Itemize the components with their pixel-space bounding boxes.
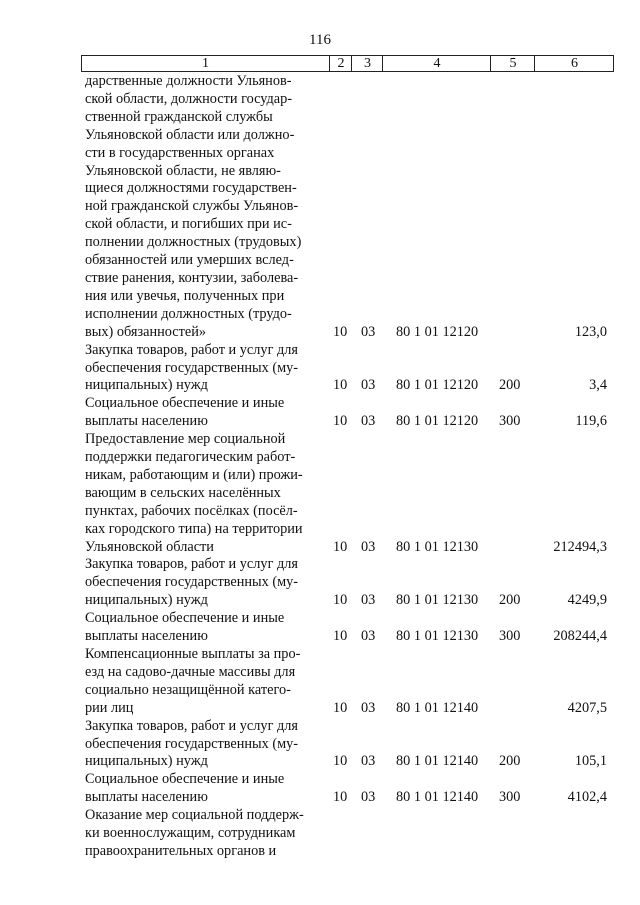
row-description: Социальное обеспечение и иные выплаты населению [85, 395, 285, 430]
table-row [85, 771, 625, 807]
row-target-code: 80 1 01 12130 [396, 628, 479, 645]
row-expense-type: 300 [499, 413, 521, 430]
row-description: Предоставление мер социальной поддержки педагогическим работ- никам, работающим и (или) прожи- вающим в сельских населённых пунктах, рабочих посёлках (посёл- ках городского типа) на территории Ульяновской области [85, 431, 303, 555]
row-expense-type: 300 [499, 628, 521, 645]
row-section: 10 [333, 377, 348, 394]
table-row [85, 556, 625, 610]
row-subsection: 03 [361, 628, 376, 645]
row-section: 10 [333, 413, 348, 430]
table-row [85, 395, 625, 431]
table-row [85, 646, 625, 718]
table-row [85, 342, 625, 396]
row-subsection: 03 [361, 413, 376, 430]
table-body [85, 73, 625, 861]
table-row [85, 807, 625, 861]
row-section: 10 [333, 789, 348, 806]
row-section: 10 [333, 753, 348, 770]
header-col-4: 4 [382, 56, 491, 71]
row-expense-type: 200 [499, 753, 521, 770]
table-header [81, 55, 614, 72]
table-row [85, 431, 625, 556]
table-row [85, 73, 625, 342]
row-subsection: 03 [361, 377, 376, 394]
header-col-1: 1 [202, 56, 209, 71]
row-amount: 212494,3 [553, 538, 607, 555]
header-col-6: 6 [534, 56, 614, 71]
row-target-code: 80 1 01 12130 [396, 538, 479, 555]
row-section: 10 [333, 538, 348, 555]
row-subsection: 03 [361, 323, 376, 340]
page-number: 116 [309, 32, 331, 48]
row-amount: 4102,4 [567, 789, 607, 806]
row-section: 10 [333, 323, 348, 340]
row-amount: 4207,5 [567, 699, 607, 716]
row-amount: 123,0 [574, 323, 607, 340]
row-subsection: 03 [361, 753, 376, 770]
row-subsection: 03 [361, 699, 376, 716]
row-section: 10 [333, 628, 348, 645]
row-expense-type: 200 [499, 377, 521, 394]
row-amount: 3,4 [589, 377, 607, 394]
row-description: Закупка товаров, работ и услуг для обеспечения государственных (му- ниципальных) нужд [85, 341, 299, 394]
row-amount: 208244,4 [553, 628, 607, 645]
row-target-code: 80 1 01 12140 [396, 789, 479, 806]
row-amount: 119,6 [575, 413, 607, 430]
row-expense-type: 300 [499, 789, 521, 806]
header-col-3: 3 [351, 56, 383, 71]
header-col-2: 2 [329, 56, 352, 71]
row-expense-type: 200 [499, 592, 521, 609]
header-col-5: 5 [490, 56, 535, 71]
row-description: Закупка товаров, работ и услуг для обеспечения государственных (му- ниципальных) нужд [85, 556, 299, 609]
row-description: Компенсационные выплаты за про- езд на садово-дачные массивы для социально незащищённой катего- рии лиц [85, 646, 301, 716]
row-target-code: 80 1 01 12140 [396, 699, 479, 716]
row-description: Оказание мер социальной поддерж- ки военнослужащим, сотрудникам правоохранительных органов и [85, 807, 304, 859]
row-section: 10 [333, 699, 348, 716]
table-row [85, 718, 625, 772]
row-subsection: 03 [361, 592, 376, 609]
row-target-code: 80 1 01 12120 [396, 323, 479, 340]
row-target-code: 80 1 01 12130 [396, 592, 479, 609]
row-subsection: 03 [361, 538, 376, 555]
row-target-code: 80 1 01 12120 [396, 413, 479, 430]
row-target-code: 80 1 01 12120 [396, 377, 479, 394]
row-amount: 4249,9 [567, 592, 607, 609]
row-description: Социальное обеспечение и иные выплаты населению [85, 610, 285, 645]
row-subsection: 03 [361, 789, 376, 806]
row-section: 10 [333, 592, 348, 609]
row-description: дарственные должности Ульянов- ской области, должности государ- ственной гражданской службы Ульяновской области или должно- сти в государственных органах Ульяновской области, не являю- щиеся должностями государствен- ной гражданской службы Ульянов- ской области, и погибших при ис- полнении должностных (трудовых) обязанностей или умерших вслед- ствие ранения, контузии, заболева- ния или увечья, полученных при исполнении должностных (трудо- вых) обязанностей» [85, 73, 302, 340]
row-amount: 105,1 [574, 753, 607, 770]
row-description: Закупка товаров, работ и услуг для обеспечения государственных (му- ниципальных) нужд [85, 717, 299, 770]
table-row [85, 610, 625, 646]
row-target-code: 80 1 01 12140 [396, 753, 479, 770]
row-description: Социальное обеспечение и иные выплаты населению [85, 771, 285, 806]
